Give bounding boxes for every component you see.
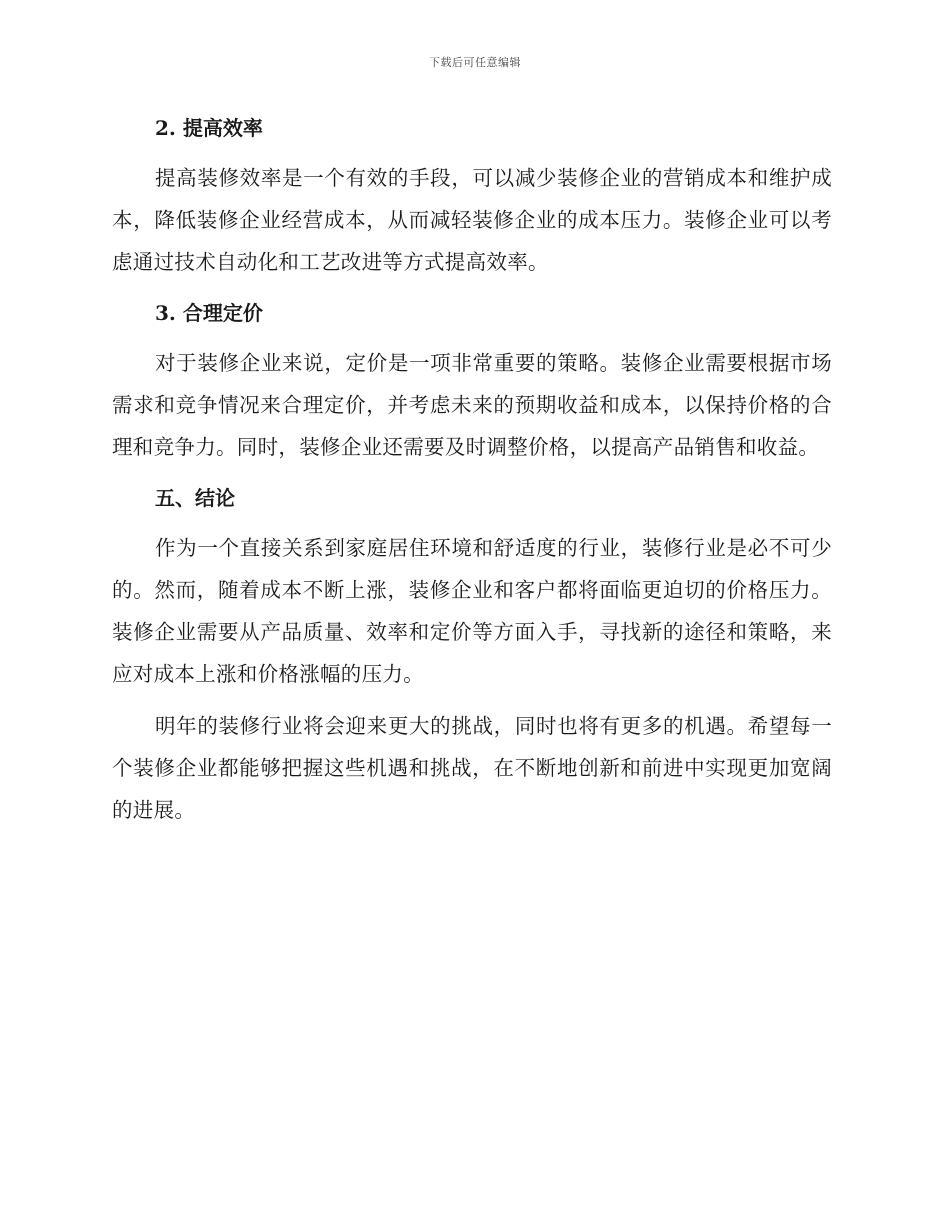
section-heading-pricing: 3. 合理定价 [155,301,263,325]
paragraph-conclusion-1: 作为一个直接关系到家庭居住环境和舒适度的行业，装修行业是必不可少的。然而，随着成本不断上涨，装修企业和客户都将面临更迫切的价格压力。装修企业需要从产品质量、效率和定价等方面入手，寻找新的途径和策略，来应对成本上涨和价格涨幅的压力。 [112,536,832,686]
paragraph-pricing: 对于装修企业来说，定价是一项非常重要的策略。装修企业需要根据市场需求和竞争情况来合理定价，并考虑未来的预期收益和成本，以保持价格的合理和竞争力。同时，装修企业还需要及时调整价格，以提高产品销售和收益。 [112,351,832,459]
paragraph-conclusion-2: 明年的装修行业将会迎来更大的挑战，同时也将有更多的机遇。希望每一个装修企业都能够把握这些机遇和挑战，在不断地创新和前进中实现更加宽阔的进展。 [112,714,832,822]
header-note: 下载后可任意编辑 [429,56,521,69]
paragraph-efficiency: 提高装修效率是一个有效的手段，可以减少装修企业的营销成本和维护成本，降低装修企业经营成本，从而减轻装修企业的成本压力。装修企业可以考虑通过技术自动化和工艺改进等方式提高效率。 [112,166,832,274]
document-body [112,108,832,831]
section-heading-efficiency: 2. 提高效率 [155,116,263,140]
section-heading-conclusion: 五、结论 [155,486,235,510]
